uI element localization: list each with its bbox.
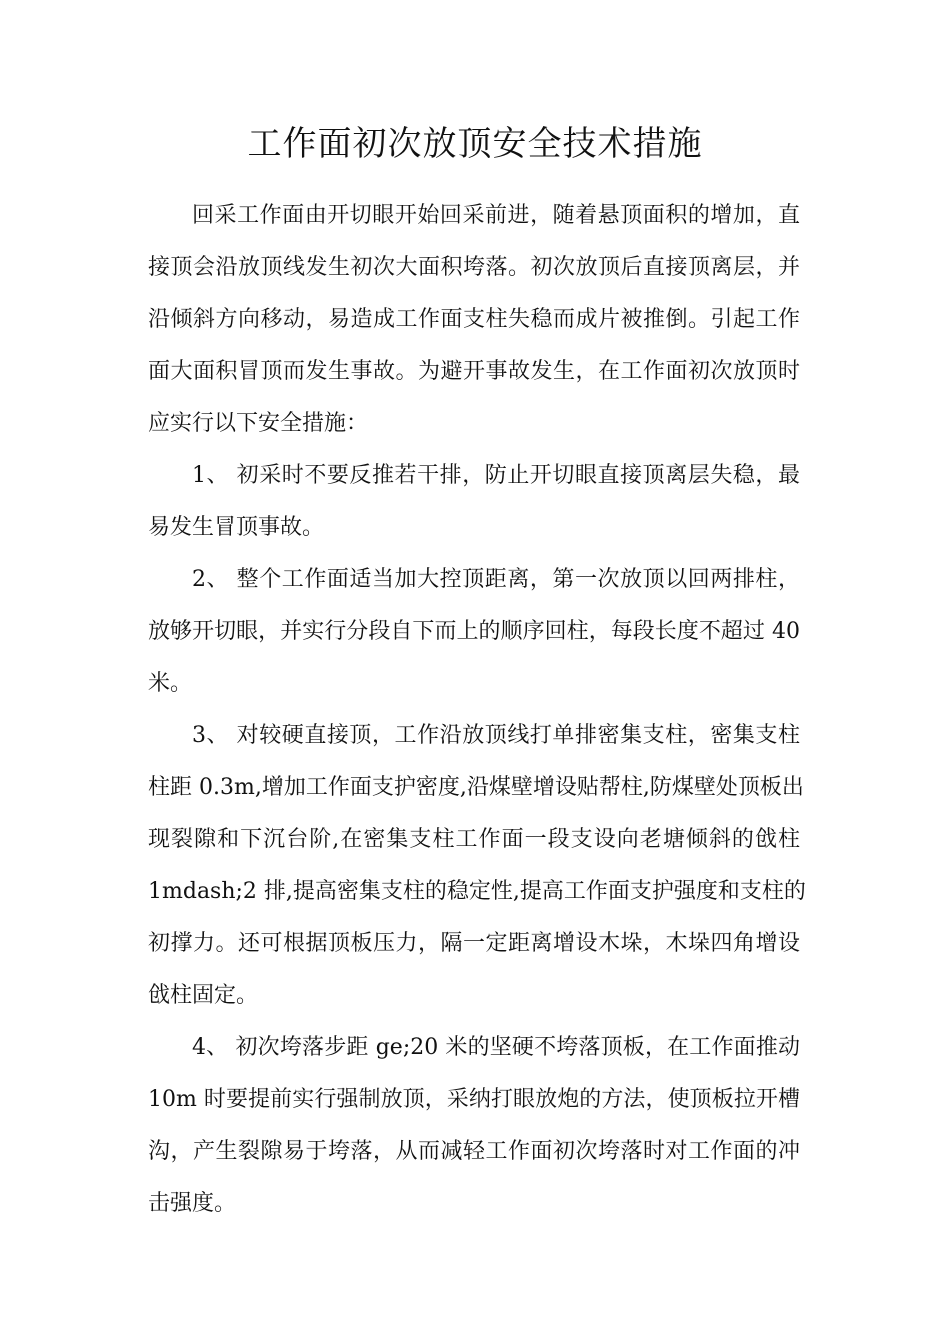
list-item-line: 4、 初次垮落步距 ge;20 米的坚硬不垮落顶板，在工作面推动 <box>192 1035 800 1060</box>
document-body <box>148 190 806 1230</box>
list-item-line: 米。 <box>148 671 193 696</box>
list-item-line: 柱距 0.3m,增加工作面支护密度,沿煤壁增设贴帮柱,防煤壁处顶板出 <box>148 775 804 800</box>
list-item-line: 10m 时要提前实行强制放顶，采纳打眼放炮的方法，使顶板拉开槽 <box>148 1087 800 1112</box>
list-item-line: 击强度。 <box>148 1191 237 1216</box>
list-item-line: 3、 对较硬直接顶，工作沿放顶线打单排密集支柱，密集支柱 <box>192 723 800 748</box>
list-item-line: 沟，产生裂隙易于垮落，从而减轻工作面初次垮落时对工作面的冲 <box>148 1139 800 1164</box>
list-item-line: 戗柱固定。 <box>148 983 259 1008</box>
paragraph-line: 面大面积冒顶而发生事故。为避开事故发生，在工作面初次放顶时 <box>148 359 800 384</box>
paragraph-line: 回采工作面由开切眼开始回采前进，随着悬顶面积的增加，直 <box>192 203 800 228</box>
list-item-line: 现裂隙和下沉台阶,在密集支柱工作面一段支设向老塘倾斜的戗柱 <box>148 827 800 852</box>
list-item-line: 初撑力。还可根据顶板压力，隔一定距离增设木垛，木垛四角增设 <box>148 931 800 956</box>
list-item-line: 放够开切眼，并实行分段自下而上的顺序回柱，每段长度不超过 40 <box>148 619 800 644</box>
paragraph-line: 应实行以下安全措施： <box>148 411 369 436</box>
list-item-line: 1、 初采时不要反推若干排，防止开切眼直接顶离层失稳，最 <box>192 463 800 488</box>
list-item-line: 2、 整个工作面适当加大控顶距离，第一次放顶以回两排柱， <box>192 567 800 592</box>
paragraph-line: 接顶会沿放顶线发生初次大面积垮落。初次放顶后直接顶离层，并 <box>148 255 800 280</box>
paragraph-line: 沿倾斜方向移动，易造成工作面支柱失稳而成片被推倒。引起工作 <box>148 307 800 332</box>
list-item-line: 1mdash;2 排,提高密集支柱的稳定性,提高工作面支护强度和支柱的 <box>148 879 806 904</box>
document-title: 工作面初次放顶安全技术措施 <box>247 124 703 164</box>
list-item-line: 易发生冒顶事故。 <box>148 515 325 540</box>
